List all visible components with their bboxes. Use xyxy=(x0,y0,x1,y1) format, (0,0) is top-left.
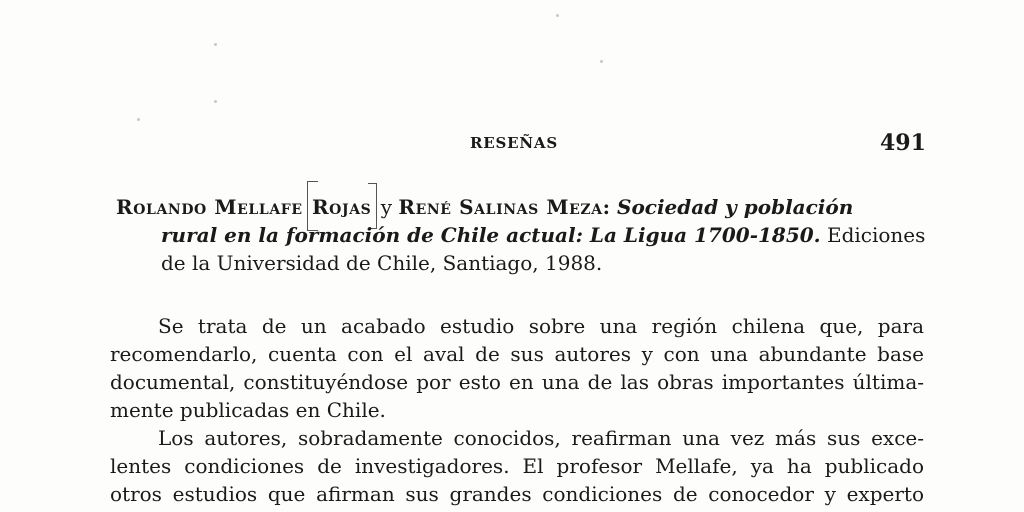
running-head xyxy=(0,130,1024,160)
body-line: mente publicadas en Chile. xyxy=(110,398,386,422)
scan-speck xyxy=(214,100,217,103)
publisher-part-2: de la Universidad de Chile, Santiago, 1988. xyxy=(161,251,603,275)
body-line: recomendarlo, cuenta con el aval de sus autores y con una abundante base xyxy=(110,342,924,366)
book-title-part-2: rural en la formación de Chile actual: La Ligua 1700-1850. xyxy=(161,223,821,247)
body-line: documental, constituyéndose por esto en una de las obras importantes última- xyxy=(110,370,924,394)
book-citation xyxy=(116,193,926,277)
scan-speck xyxy=(556,14,559,17)
section-title: RESEÑAS xyxy=(470,134,558,152)
publisher-part-1: Ediciones xyxy=(826,223,926,247)
conjunction: y xyxy=(380,195,393,219)
scan-speck xyxy=(137,118,140,121)
author-1: Rolando Mellafe xyxy=(116,195,303,219)
review-body xyxy=(110,312,924,508)
body-line: otros estudios que afirman sus grandes condiciones de conocedor y experto xyxy=(110,482,924,506)
page-number: 491 xyxy=(880,130,926,156)
author-1-surname-boxed: Rojas xyxy=(309,193,374,221)
citation-line-3 xyxy=(116,249,922,277)
scan-speck xyxy=(214,43,217,46)
body-line: lentes condiciones de investigadores. El profesor Mellafe, ya ha publicado xyxy=(110,454,924,478)
citation-line-1 xyxy=(116,193,922,221)
scan-speck xyxy=(600,60,603,63)
citation-line-2 xyxy=(116,221,926,249)
body-line: Se trata de un acabado estudio sobre una región chilena que, para xyxy=(158,314,924,338)
author-2: René Salinas Meza: xyxy=(398,195,611,219)
body-line: Los autores, sobradamente conocidos, reafirman una vez más sus exce- xyxy=(158,426,924,450)
book-title-part-1: Sociedad y población xyxy=(617,195,854,219)
